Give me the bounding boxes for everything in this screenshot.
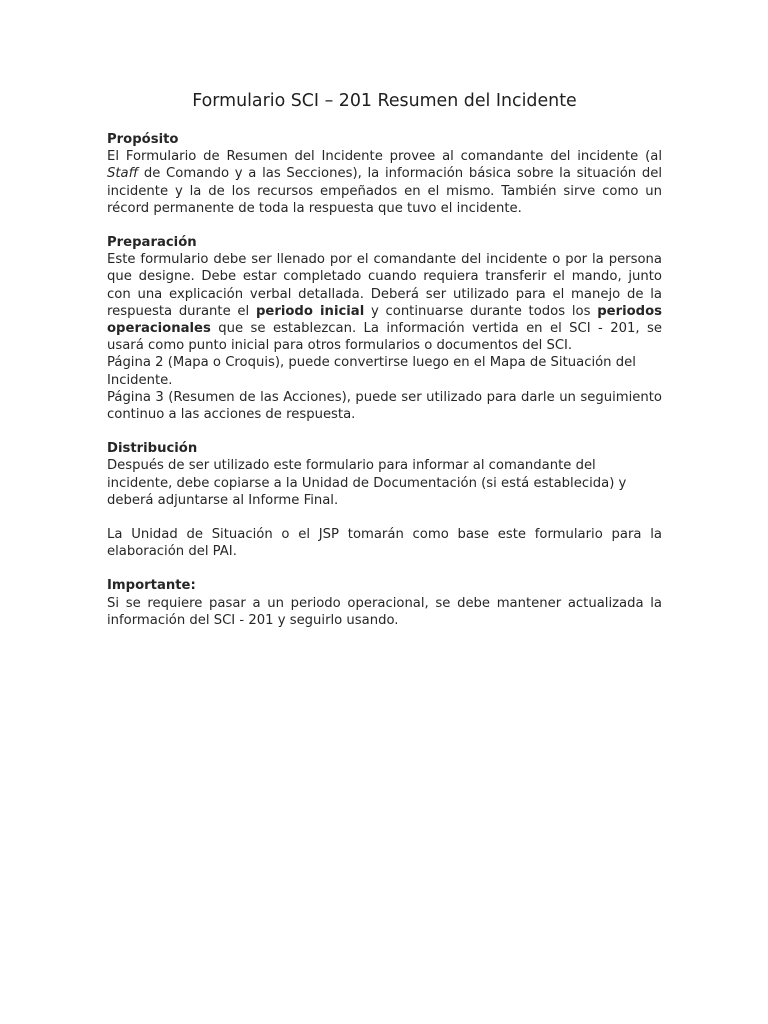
preparacion-paragraph-2: Página 2 (Mapa o Croquis), puede convertirse luego en el Mapa de Situación del Incidente. (107, 355, 636, 388)
text-run: de Comando y a las Secciones), la información básica sobre la situación del incidente y la de los recursos empeñados en el mismo. También sirve como un récord permanente de toda la respuesta que tuvo el incidente. (107, 166, 662, 216)
section-importante (107, 577, 662, 629)
section-heading-distribucion: Distribución (107, 441, 198, 457)
distribucion-paragraph-2: La Unidad de Situación o el JSP tomarán como base este formulario para la elaboración del PAI. (107, 527, 662, 560)
distribucion-paragraph-1: Después de ser utilizado este formulario para informar al comandante del incidente, debe copiarse a la Unidad de Documentación (si está establecida) y deberá adjuntarse al Informe Final. (107, 458, 627, 508)
bold-text: periodos operacionales (107, 303, 663, 337)
section-heading-proposito: Propósito (107, 132, 179, 147)
text-run: y continuarse durante todos los (364, 303, 598, 319)
italic-text: Staff (107, 166, 139, 182)
proposito-paragraph (107, 148, 662, 217)
section-heading-importante: Importante: (107, 578, 196, 594)
section-preparacion (107, 234, 662, 423)
document-page (107, 90, 662, 629)
text-run: El Formulario de Resumen del Incidente provee al comandante del incidente (al (107, 149, 662, 165)
text-run: que se establezcan. La información vertida en el SCI - 201, se usará como punto inicial para otros formularios o documentos del SCI. (107, 321, 662, 354)
importante-paragraph: Si se requiere pasar a un periodo operacional, se debe mantener actualizada la información del SCI - 201 y seguirlo usando. (107, 595, 662, 628)
document-title: Formulario SCI – 201 Resumen del Incidente (192, 91, 577, 111)
section-distribucion (107, 440, 662, 560)
text-run: Este formulario debe ser llenado por el comandante del incidente o por la persona que designe. Debe estar completado cuando requiera transferir el mando, junto con una explicación verbal detallada. Deberá ser utilizado para el manejo de la respuesta durante el (107, 252, 662, 319)
bold-text: periodo inicial (255, 303, 365, 319)
section-proposito (107, 131, 662, 217)
preparacion-paragraph-1 (107, 251, 662, 354)
preparacion-paragraph-3: Página 3 (Resumen de las Acciones), puede ser utilizado para darle un seguimiento continuo a las acciones de respuesta. (107, 389, 662, 423)
section-heading-preparacion: Preparación (107, 235, 197, 251)
